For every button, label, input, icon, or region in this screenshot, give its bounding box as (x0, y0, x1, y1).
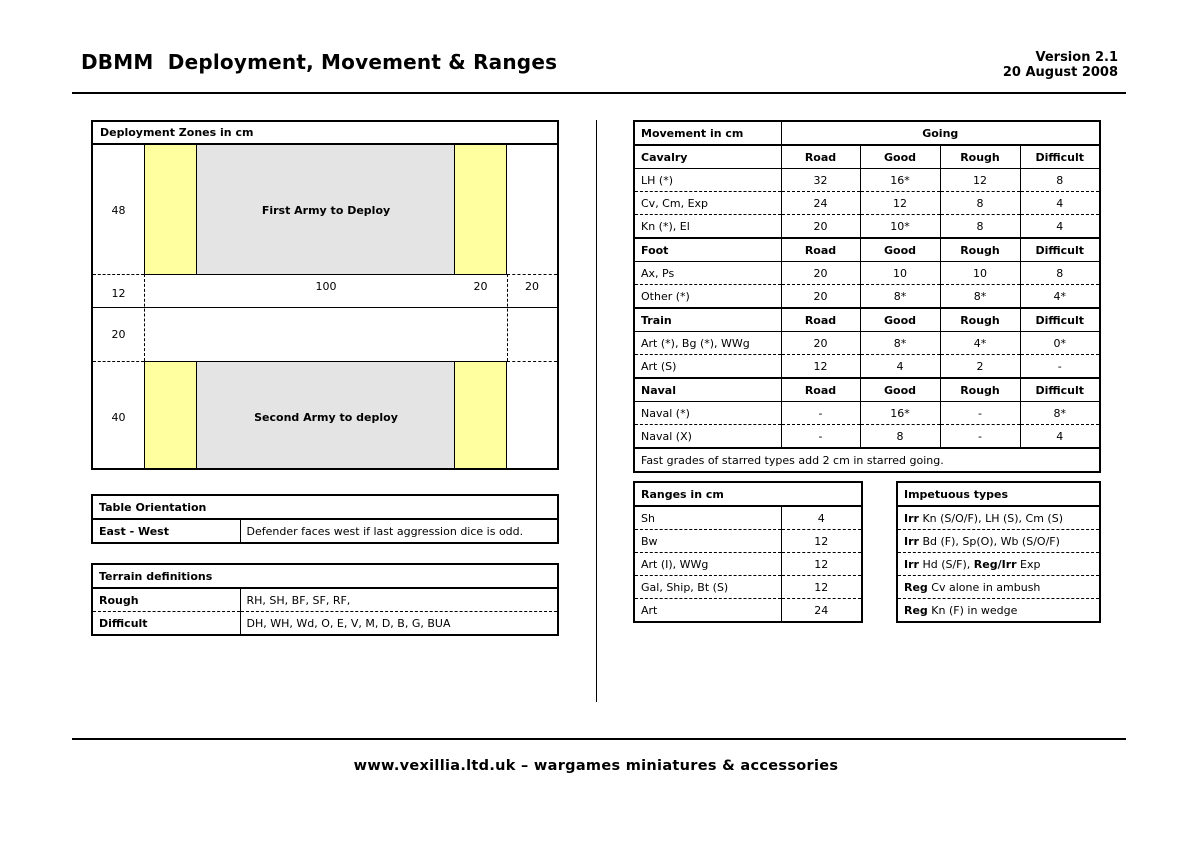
impetuous-class: Reg/Irr (973, 557, 1017, 571)
impetuous-class: Irr (904, 511, 919, 525)
going-column-header: Good (860, 378, 940, 402)
grid-line (507, 361, 557, 362)
going-column-header: Road (781, 378, 860, 402)
impetuous-desc: Hd (S/F), (918, 557, 974, 571)
movement-row (634, 332, 1100, 355)
movement-value: 8 (1020, 262, 1100, 285)
movement-value: - (781, 425, 860, 449)
footer-divider (72, 738, 1126, 740)
header-divider (72, 92, 1126, 94)
first-army-flank-right (454, 145, 507, 275)
impetuous-entry (897, 530, 1100, 553)
movement-row (634, 192, 1100, 215)
orientation-table (91, 494, 559, 544)
movement-value: 32 (781, 169, 860, 192)
impetuous-row (897, 506, 1100, 530)
going-column-header: Good (860, 238, 940, 262)
impetuous-title: Impetuous types (897, 482, 1100, 506)
ranges-title: Ranges in cm (634, 482, 862, 506)
troop-type: Ax, Ps (634, 262, 781, 285)
movement-note-row (634, 448, 1100, 472)
movement-value: 8* (860, 285, 940, 309)
movement-value: 8* (1020, 402, 1100, 425)
terrain-title: Terrain definitions (92, 564, 558, 588)
movement-value: 8 (860, 425, 940, 449)
first-army-label: First Army to Deploy (261, 204, 391, 217)
dim-100: 100 (315, 280, 337, 293)
range-row (634, 506, 862, 530)
dim-20-edge: 20 (525, 280, 539, 293)
going-column-header: Rough (940, 145, 1020, 169)
impetuous-row (897, 553, 1100, 576)
grid-line (93, 274, 144, 275)
grid-line (93, 307, 557, 308)
range-row (634, 553, 862, 576)
going-column-header: Rough (940, 238, 1020, 262)
range-value: 24 (781, 599, 862, 623)
movement-row (634, 285, 1100, 309)
version-date: 20 August 2008 (1002, 65, 1118, 80)
movement-value: 4* (1020, 285, 1100, 309)
movement-value: 10 (940, 262, 1020, 285)
movement-value: 12 (940, 169, 1020, 192)
range-value: 12 (781, 530, 862, 553)
range-type: Gal, Ship, Bt (S) (634, 576, 781, 599)
movement-header-row (634, 121, 1100, 145)
range-value: 12 (781, 576, 862, 599)
terrain-key: Difficult (92, 612, 240, 636)
movement-value: 12 (781, 355, 860, 379)
group-header-row (634, 145, 1100, 169)
terrain-value: RH, SH, BF, SF, RF, (240, 588, 558, 612)
troop-type: Cv, Cm, Exp (634, 192, 781, 215)
going-column-header: Good (860, 308, 940, 332)
range-row (634, 599, 862, 623)
impetuous-row (897, 530, 1100, 553)
grid-line (507, 274, 557, 275)
troop-type: Other (*) (634, 285, 781, 309)
movement-value: - (781, 402, 860, 425)
movement-title: Movement in cm (634, 121, 781, 145)
troop-type: Art (*), Bg (*), WWg (634, 332, 781, 355)
impetuous-desc: Bd (F), Sp(O), Wb (S/O/F) (918, 534, 1060, 548)
movement-value: 20 (781, 285, 860, 309)
grid-line (144, 274, 145, 361)
group-name: Cavalry (634, 145, 781, 169)
movement-value: - (940, 425, 1020, 449)
movement-value: 8* (860, 332, 940, 355)
page-title: DBMM Deployment, Movement & Ranges (81, 50, 558, 74)
footer-text: www.vexillia.ltd.uk – wargames miniatures & accessories (353, 758, 839, 774)
grid-line (93, 361, 144, 362)
impetuous-desc: Cv alone in ambush (927, 580, 1041, 594)
impetuous-desc: Kn (F) in wedge (927, 603, 1018, 617)
movement-value: 4 (1020, 215, 1100, 239)
range-type: Sh (634, 506, 781, 530)
range-row (634, 530, 862, 553)
going-column-header: Difficult (1020, 238, 1100, 262)
impetuous-row (897, 599, 1100, 623)
movement-value: 8 (940, 215, 1020, 239)
range-type: Art (I), WWg (634, 553, 781, 576)
group-header-row (634, 378, 1100, 402)
impetuous-class: Reg (904, 603, 928, 617)
movement-value: 8 (1020, 169, 1100, 192)
movement-value: 4 (860, 355, 940, 379)
movement-value: 2 (940, 355, 1020, 379)
movement-row (634, 425, 1100, 449)
ranges-table (633, 481, 863, 623)
movement-value: 10* (860, 215, 940, 239)
going-header: Going (781, 121, 1100, 145)
deployment-zones-diagram (91, 120, 559, 470)
range-value: 12 (781, 553, 862, 576)
group-name: Naval (634, 378, 781, 402)
impetuous-entry (897, 599, 1100, 623)
going-column-header: Road (781, 308, 860, 332)
movement-value: 20 (781, 215, 860, 239)
movement-value: 16* (860, 402, 940, 425)
going-column-header: Road (781, 145, 860, 169)
movement-row (634, 402, 1100, 425)
impetuous-entry (897, 506, 1100, 530)
grid-line (144, 274, 507, 275)
second-army-flank-right (454, 362, 507, 468)
impetuous-desc: Kn (S/O/F), LH (S), Cm (S) (918, 511, 1064, 525)
second-army-label: Second Army to deploy (254, 411, 398, 424)
orientation-value: Defender faces west if last aggression dice is odd. (240, 519, 558, 543)
dim-40: 40 (111, 411, 126, 424)
going-column-header: Difficult (1020, 308, 1100, 332)
dim-20-gap: 20 (111, 328, 126, 341)
orientation-title: Table Orientation (92, 495, 558, 519)
troop-type: Naval (*) (634, 402, 781, 425)
going-column-header: Rough (940, 378, 1020, 402)
movement-value: 20 (781, 262, 860, 285)
impetuous-class: Reg (904, 580, 928, 594)
group-name: Foot (634, 238, 781, 262)
first-army-flank-left (144, 145, 197, 275)
movement-value: 4* (940, 332, 1020, 355)
range-type: Bw (634, 530, 781, 553)
impetuous-class: Irr (904, 557, 919, 571)
movement-row (634, 262, 1100, 285)
movement-value: 8* (940, 285, 1020, 309)
dim-48: 48 (111, 204, 126, 217)
terrain-value: DH, WH, Wd, O, E, V, M, D, B, G, BUA (240, 612, 558, 636)
column-divider (596, 120, 597, 702)
movement-note: Fast grades of starred types add 2 cm in starred going. (634, 448, 1100, 472)
range-value: 4 (781, 506, 862, 530)
troop-type: Art (S) (634, 355, 781, 379)
movement-value: 4 (1020, 425, 1100, 449)
terrain-key: Rough (92, 588, 240, 612)
movement-value: 4 (1020, 192, 1100, 215)
impetuous-header-row (897, 482, 1100, 506)
grid-line (144, 361, 507, 362)
going-column-header: Road (781, 238, 860, 262)
dim-12: 12 (111, 287, 126, 300)
troop-type: LH (*) (634, 169, 781, 192)
group-header-row (634, 238, 1100, 262)
movement-value: 16* (860, 169, 940, 192)
impetuous-row (897, 576, 1100, 599)
impetuous-entry (897, 553, 1100, 576)
movement-row (634, 169, 1100, 192)
group-name: Train (634, 308, 781, 332)
second-army-flank-left (144, 362, 197, 468)
movement-value: 0* (1020, 332, 1100, 355)
impetuous-class: Irr (904, 534, 919, 548)
movement-table (633, 120, 1101, 473)
range-type: Art (634, 599, 781, 623)
movement-row (634, 215, 1100, 239)
ranges-header-row (634, 482, 862, 506)
movement-value: 10 (860, 262, 940, 285)
movement-value: 12 (860, 192, 940, 215)
deployment-title: Deployment Zones in cm (93, 122, 557, 145)
range-row (634, 576, 862, 599)
impetuous-desc: Exp (1016, 557, 1041, 571)
troop-type: Kn (*), El (634, 215, 781, 239)
troop-type: Naval (X) (634, 425, 781, 449)
orientation-key: East - West (92, 519, 240, 543)
movement-value: - (940, 402, 1020, 425)
impetuous-entry (897, 576, 1100, 599)
movement-value: 24 (781, 192, 860, 215)
going-column-header: Difficult (1020, 145, 1100, 169)
movement-value: 20 (781, 332, 860, 355)
dim-20-flank: 20 (473, 280, 488, 293)
movement-value: - (1020, 355, 1100, 379)
going-column-header: Good (860, 145, 940, 169)
going-column-header: Difficult (1020, 378, 1100, 402)
impetuous-table (896, 481, 1101, 623)
version-block (1003, 50, 1118, 80)
group-header-row (634, 308, 1100, 332)
version-label: Version 2.1 (1035, 50, 1118, 65)
movement-row (634, 355, 1100, 379)
movement-value: 8 (940, 192, 1020, 215)
terrain-table (91, 563, 559, 636)
going-column-header: Rough (940, 308, 1020, 332)
